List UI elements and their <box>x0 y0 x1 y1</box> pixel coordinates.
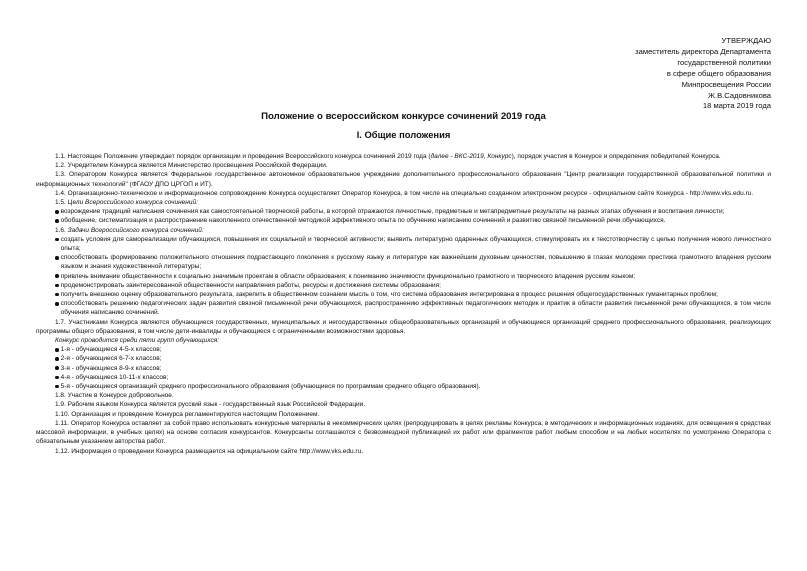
list-item <box>36 207 771 216</box>
approval-line: в сфере общего образования <box>666 68 771 78</box>
approval-line: Минпросвещения России <box>681 79 771 89</box>
paragraph-1-10: 1.10. Организация и проведение Конкурса регламентируются настоящим Положением. <box>55 410 320 418</box>
list-item <box>36 290 771 299</box>
list-item <box>36 382 771 391</box>
bullet-icon <box>55 274 59 278</box>
text-run: 1.5. <box>55 199 68 207</box>
list-item <box>36 235 771 253</box>
document-body <box>36 152 771 456</box>
bullet-icon <box>55 366 59 370</box>
bullet-icon <box>55 238 59 242</box>
paragraph-1-2: 1.2. Учредителем Конкурса является Министерство просвещения Российской Федерации. <box>55 162 328 170</box>
approval-line: государственной политики <box>677 57 771 67</box>
list-item <box>36 216 771 225</box>
bullet-icon <box>55 256 59 260</box>
list-item-text: продемонстрировать заинтересованной общественности направления работы, ресурсы и достижения системы образования; <box>60 281 441 289</box>
bullet-icon <box>55 293 59 297</box>
list-item-text: 2-я - обучающиеся 6-7-х классов; <box>60 355 162 363</box>
list-item <box>36 253 771 271</box>
paragraph-1-5 <box>36 198 771 207</box>
paragraph-1-7: 1.7. Участниками Конкурса являются обучающиеся государственных, муниципальных и негосударственных общеобразовательных организаций и обучающиеся организаций среднего профессионального образования, реализующих программы общего образования, в том числе дети-инвалиды и обучающиеся с ограниченными возможностями здоровья. <box>36 318 771 335</box>
list-item-text: 3-я - обучающиеся 8-9-х классов; <box>60 364 162 372</box>
paragraph-1-11: 1.11. Оператор Конкурса оставляет за собой право использовать конкурсные материалы в некоммерческих целях (репродуцировать в целях рекламы Конкурса, в методических и информационных изданиях, для освещения в средствах массовой информации, в учебных целях) на основе согласия конкурсантов. Конкурсанты соглашаются с безвозмездной публикацией их работ или фрагментов работ любым способом и на любых носителях по усмотрению Оператора с обязательным указанием авторства работ. <box>36 419 771 446</box>
approval-block <box>531 36 771 112</box>
list-item <box>36 272 771 281</box>
paragraph-1-3: 1.3. Оператором Конкурса является Федеральное государственное автономное образовательное учреждение дополнительного профессионального образования "Центр реализации государственной образовательной политики и информационных технологий" (ФГАОУ ДПО ЦРГОП и ИТ). <box>36 171 771 188</box>
bullet-icon <box>55 210 59 214</box>
bullet-icon <box>55 385 59 389</box>
list-item <box>36 299 771 317</box>
approval-line: УТВЕРЖДАЮ <box>721 36 771 45</box>
list-item-text: способствовать решению педагогических задач развития связной письменной речи обучающихся, распространению эффективных педагогических методик и практик в области развития письменной речи обучающихся, в том числе обучения написанию сочинений. <box>60 300 771 317</box>
list-item-text: получить внешнюю оценку образовательного результата, закрепить в общественном сознании мысль о том, что система образования интегрирована в процесс решения общегосударственных гуманитарных проблем; <box>60 291 718 299</box>
paragraph-1-4: 1.4. Организационно-техническое и информационное сопровождение Конкурса осуществляет Оператор Конкурса, в том числе на специально созданном электронном ресурсе - официальном сайте Конкурса - http://www.vks.edu.ru. <box>55 189 754 197</box>
list-item-text: обобщение, систематизация и распространение накопленного отечественной методикой эффективного опыта по обучению написанию сочинений и развитию связной письменной речи обучающихся. <box>60 217 666 225</box>
bullet-icon <box>55 376 59 380</box>
section-title: I. Общие положения <box>356 129 451 140</box>
list-item <box>36 281 771 290</box>
list-item <box>36 364 771 373</box>
bullet-icon <box>55 357 59 361</box>
groups-title: Конкурс проводится среди пяти групп обучающихся: <box>55 337 219 345</box>
text-run-italic: Цели Всероссийского конкурса сочинений: <box>67 199 198 207</box>
document-title: Положение о всероссийском конкурсе сочинений 2019 года <box>261 111 546 122</box>
list-item-text: создать условия для самореализации обучающихся, повышения их социальной и творческой активности; выявить литературно одаренных обучающихся, стимулировать их к текстотворчеству с целью получения нового личностного опыта; <box>60 235 771 253</box>
bullet-icon <box>55 284 59 288</box>
bullet-icon <box>55 302 59 306</box>
text-run-italic: Задачи Всероссийского конкурса сочинений: <box>67 226 204 234</box>
list-item-text: способствовать формированию положительного отношения подрастающего поколения к русскому языку и литературе как важнейшим духовным ценностям, повышению в глазах молодежи престижа грамотного владения русским языком и знания художественной литературы; <box>60 254 771 271</box>
approval-line: заместитель директора Департамента <box>635 46 771 56</box>
list-item-text: 1-я - обучающиеся 4-5-х классов; <box>60 346 162 354</box>
list-item <box>36 354 771 363</box>
paragraph-1-8: 1.8. Участие в Конкурсе добровольное. <box>55 392 174 400</box>
list-item-text: 5-я - обучающиеся организаций среднего профессионального образования (обучающиеся по программам среднего общего образования). <box>60 383 481 391</box>
bullet-icon <box>55 348 59 352</box>
paragraph-1-9: 1.9. Рабочим языком Конкурса является русский язык - государственный язык Российской Федерации. <box>55 401 366 409</box>
bullet-icon <box>55 219 59 223</box>
text-run: ), порядок участия в Конкурсе и определения победителей Конкурса. <box>511 153 721 160</box>
approval-line: 18 марта 2019 года <box>702 101 771 111</box>
paragraph-1-12: 1.12. Информация о проведении Конкурса размещается на официальном сайте http://www.vks.edu.ru. <box>55 447 364 455</box>
paragraph-1-1 <box>36 152 771 161</box>
list-item-text: привлечь внимание общественности к социально значимым проектам в области образования; к пониманию значимости функционально грамотного и творческого владения русским языком; <box>60 272 636 280</box>
approval-line: Ж.В.Садовникова <box>707 90 771 100</box>
list-item <box>36 373 771 382</box>
list-item <box>36 345 771 354</box>
text-run-italic: далее - ВКС-2019, Конкурс <box>430 153 512 160</box>
text-run: 1.6. <box>55 226 68 234</box>
text-run: 1.1. Настоящее Положение утверждает порядок организации и проведения Всероссийского конкурса сочинений 2019 года ( <box>55 153 431 160</box>
list-item-text: возрождение традиций написания сочинения как самостоятельной творческой работы, в которой отражаются личностные, предметные и метапредметные результаты на разных этапах обучения и воспитания личности; <box>60 208 725 216</box>
paragraph-1-6 <box>36 226 771 235</box>
list-item-text: 4-я - обучающиеся 10-11-х классов; <box>60 373 169 381</box>
